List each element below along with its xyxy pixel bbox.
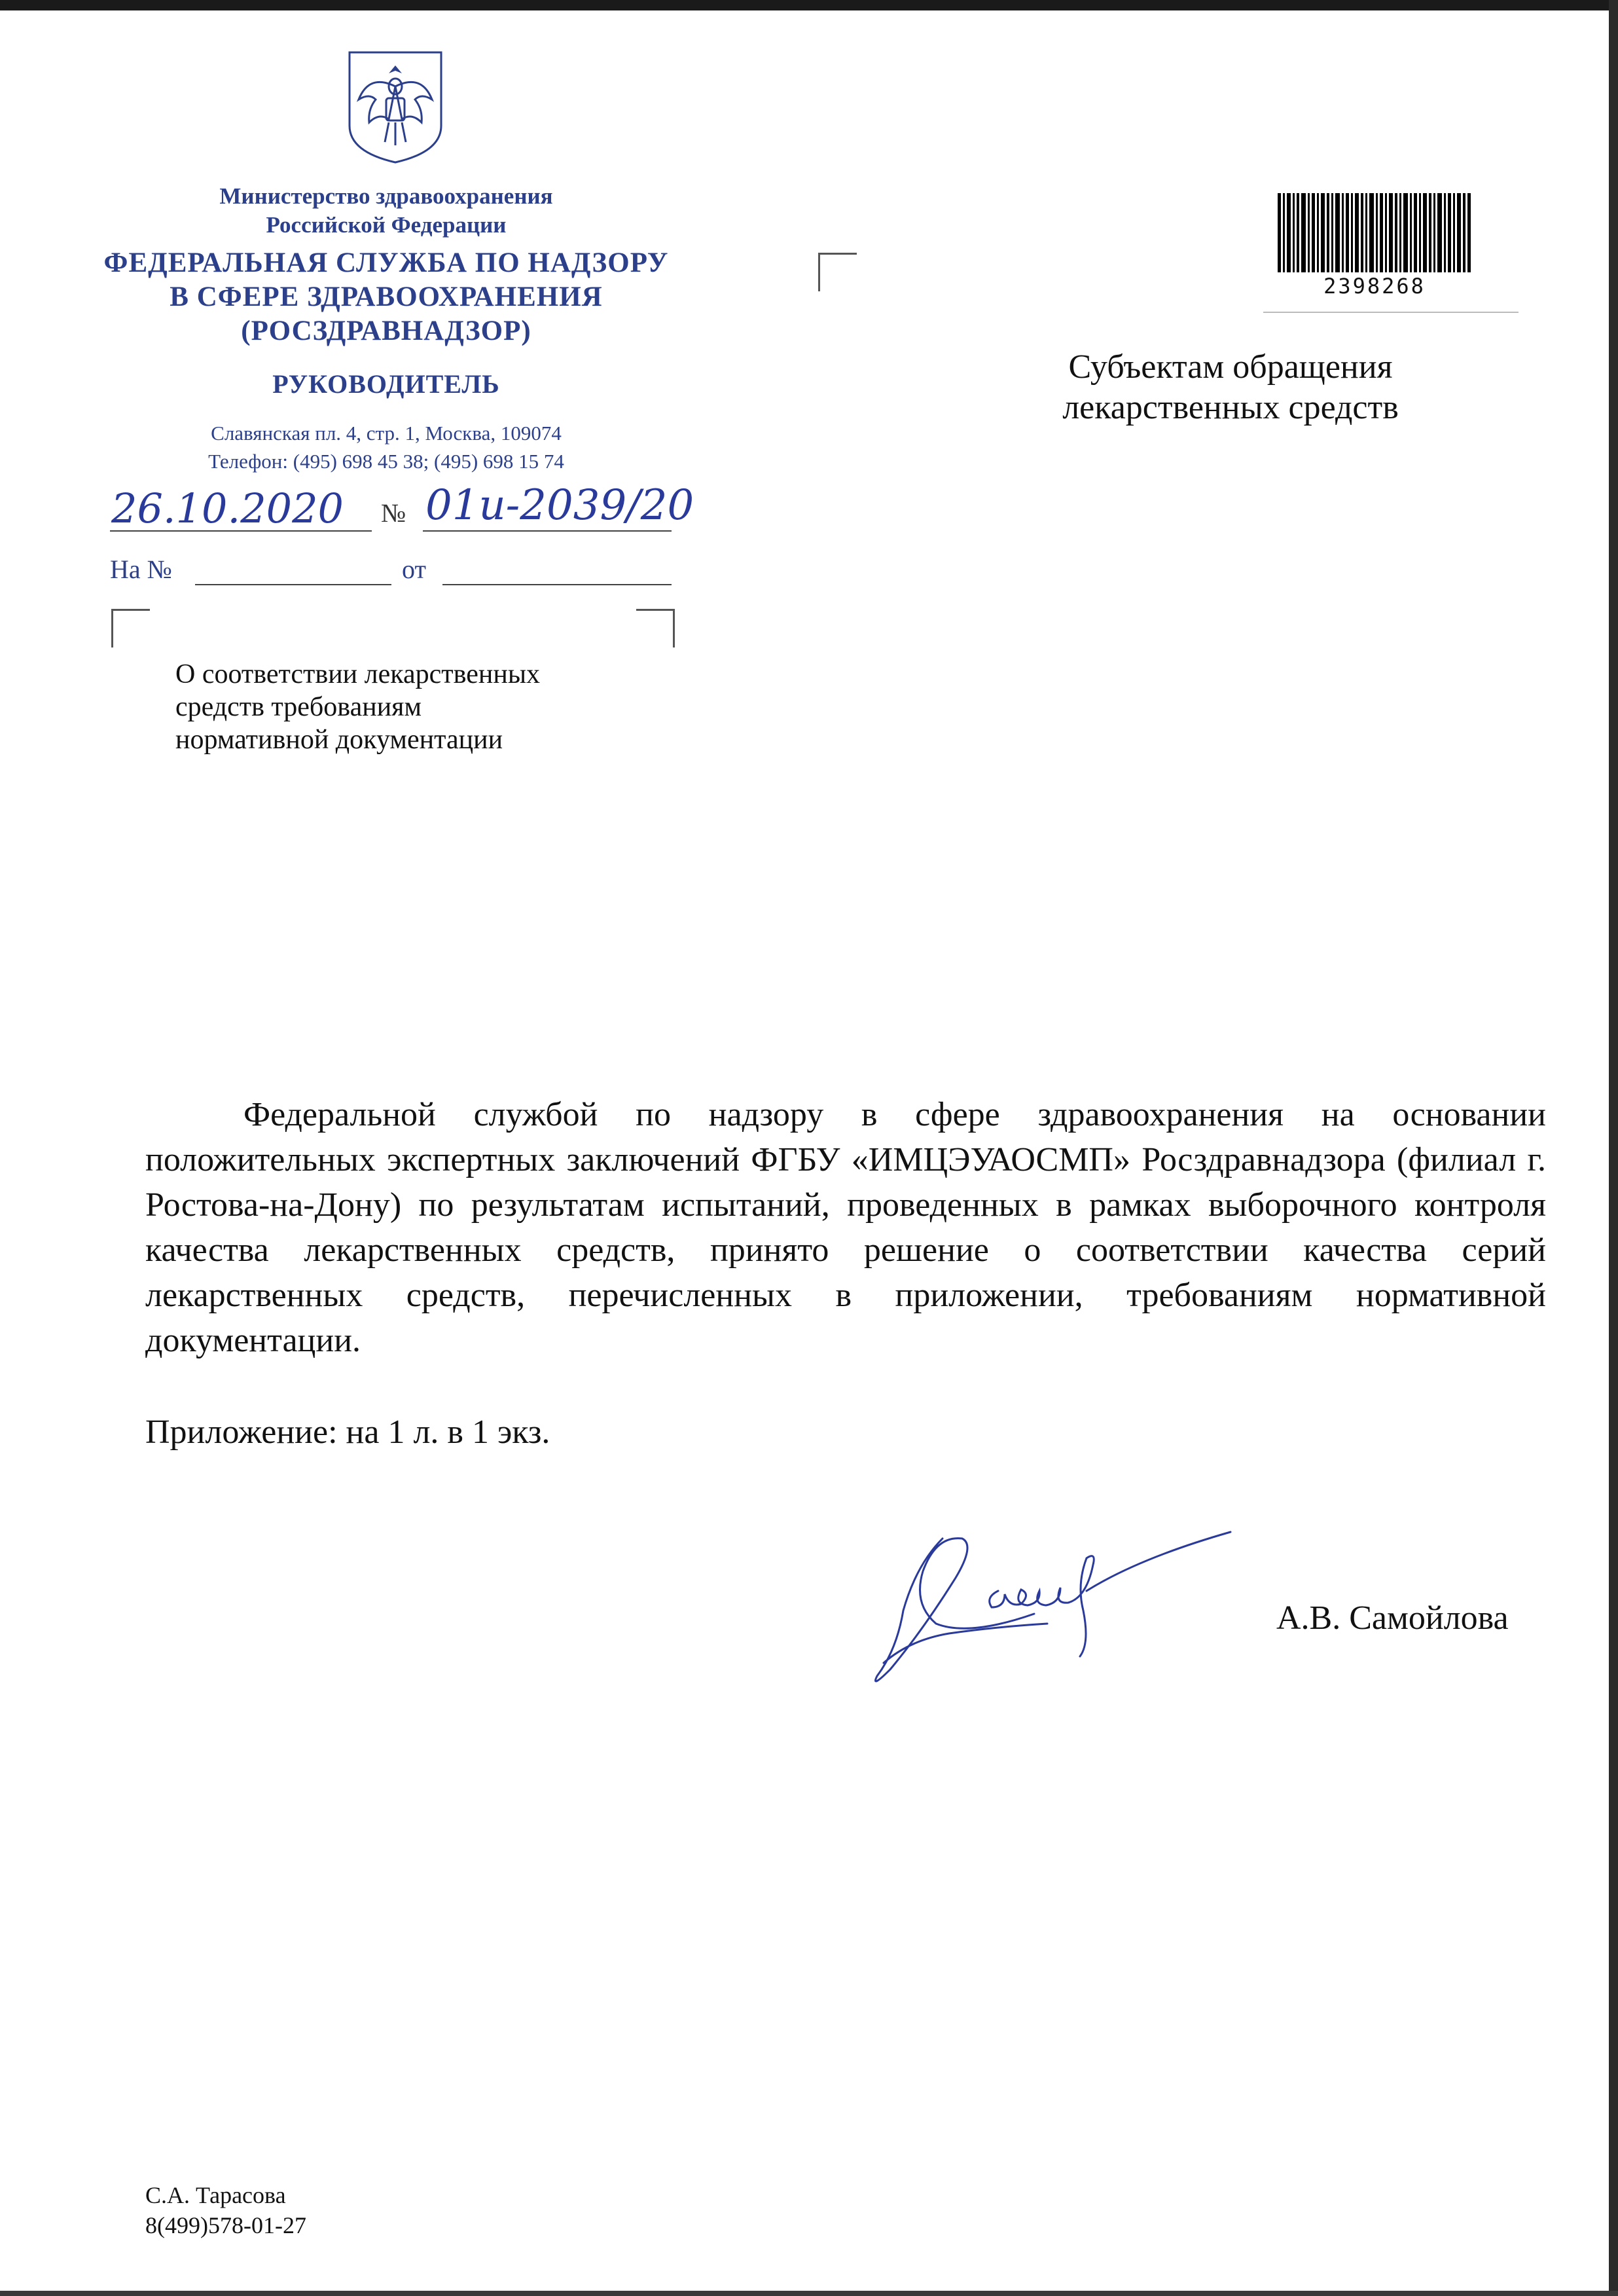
ministry-line-2: Российской Федерации bbox=[266, 212, 507, 238]
service-line-3: (РОСЗДРАВНАДЗОР) bbox=[241, 316, 531, 346]
executor-name: С.А. Тарасова bbox=[145, 2182, 286, 2208]
coat-of-arms-emblem-icon bbox=[343, 47, 448, 165]
scan-edge-top bbox=[0, 0, 1618, 10]
executor-block bbox=[145, 2180, 306, 2240]
executor-phone: 8(499)578-01-27 bbox=[145, 2212, 306, 2238]
scan-edge-right bbox=[1609, 0, 1618, 2296]
service-name bbox=[92, 246, 681, 348]
registration-number: 01и-2039/20 bbox=[425, 481, 694, 530]
reference-from-label: от bbox=[402, 555, 426, 584]
subject-line-2: средств требованиям bbox=[175, 692, 422, 722]
scan-edge-bottom bbox=[0, 2291, 1618, 2296]
service-line-1: ФЕДЕРАЛЬНАЯ СЛУЖБА ПО НАДЗОРУ bbox=[103, 247, 669, 278]
recipient-line-2: лекарственных средств bbox=[1062, 389, 1399, 426]
number-sign: № bbox=[381, 498, 406, 528]
registration-date: 26.10.2020 bbox=[111, 484, 344, 532]
subject-corner-right bbox=[636, 609, 675, 647]
subject-corner-left bbox=[111, 609, 150, 647]
recipient-block bbox=[1001, 347, 1460, 428]
subject-line-1: О соответствии лекарственных bbox=[175, 659, 541, 689]
service-line-2: В СФЕРЕ ЗДРАВООХРАНЕНИЯ bbox=[170, 282, 603, 312]
phone: Телефон: (495) 698 45 38; (495) 698 15 74 bbox=[208, 450, 564, 473]
recipient-corner-left bbox=[818, 253, 857, 291]
reference-from-line bbox=[442, 584, 672, 585]
body-paragraph-text: Федеральной службой по надзору в сфере здравоохранения на основании положительных экспертных заключений ФГБУ «ИМЦЭУАОСМП» Росздравнадзора (филиал г. Ростова-на-Дону) по результатам испытаний, проведенных в рамках выборочного контроля качества лекарственных средств, принято решение о соответствии качества серий лекарственных средств, перечисленных в приложении, требованиям нормативной документации. bbox=[145, 1096, 1546, 1359]
subject-block bbox=[175, 658, 542, 756]
reference-number-line bbox=[195, 584, 391, 585]
barcode-divider bbox=[1263, 312, 1519, 313]
barcode-number: 2398268 bbox=[1323, 274, 1426, 299]
barcode-icon bbox=[1276, 192, 1473, 274]
reference-number-label: На № bbox=[110, 555, 172, 584]
body-paragraph bbox=[145, 1092, 1546, 1363]
head-title: РУКОВОДИТЕЛЬ bbox=[272, 369, 500, 399]
signer-name: А.В. Самойлова bbox=[1276, 1599, 1509, 1637]
ministry-name bbox=[92, 182, 681, 240]
attachment-note: Приложение: на 1 л. в 1 экз. bbox=[145, 1413, 550, 1451]
number-underline bbox=[423, 530, 672, 532]
handwritten-signature bbox=[864, 1499, 1270, 1696]
address: Славянская пл. 4, стр. 1, Москва, 109074 bbox=[211, 422, 562, 445]
recipient-line-1: Субъектам обращения bbox=[1068, 348, 1393, 386]
date-underline bbox=[110, 530, 372, 532]
subject-line-3: нормативной документации bbox=[175, 725, 503, 755]
contact-block bbox=[92, 419, 681, 475]
ministry-line-1: Министерство здравоохранения bbox=[219, 183, 553, 209]
